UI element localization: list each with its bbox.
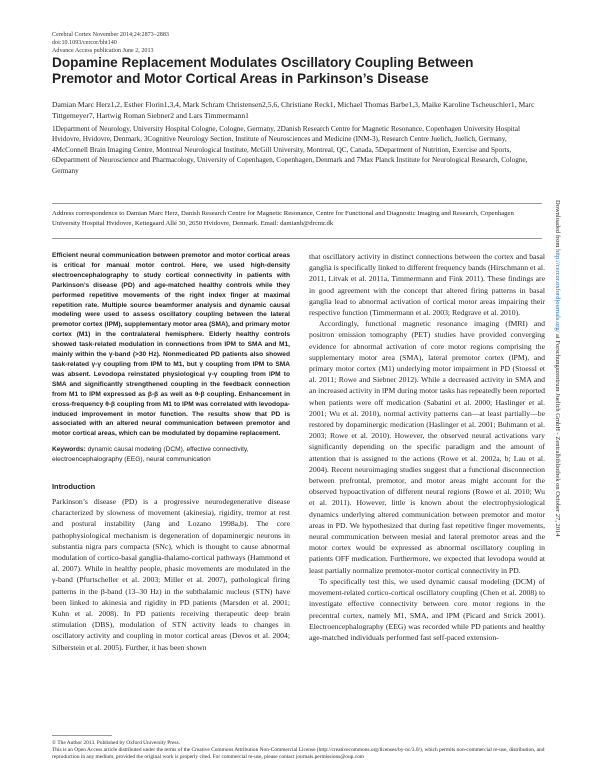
side-note-link[interactable]: http://cercor.oxfordjournals.org/ — [554, 249, 561, 333]
keywords-list: dynamic causal modeling (DCM), effective connectivity, electroencephalography (EEG), neural communication — [52, 446, 249, 464]
journal-doi[interactable]: doi:10.1093/cercor/bht140 — [52, 40, 117, 46]
journal-citation: Cerebral Cortex November 2014;24:2873–2883 — [52, 32, 169, 38]
footer-license: This is an Open Access article distributed under the terms of the Creative Commons Attribution Non-Commercial License (http://creativecommons.org/licenses/by-nc/3.0/), which permits non-commercial re-use, distribution, and reproduction in any medium, provided the original work is properly cited. For commercial re-use, please contact journals.permissions@oup.com — [52, 747, 545, 761]
right-paragraph-1: that oscillatory activity in distinct connections between the cortex and basal ganglia is specifically linked to different frequency bands (Hirschmann et al. 2011, Litvak et al. 2011a, Timmermann and Fink 2011). These findings are in good agreement with the concept that altered firing patterns in basal ganglia lead to abnormal activation of cortical motor areas impairing their respective function (Timmermann et al. 2003; Redgrave et al. 2010). — [309, 252, 545, 318]
advance-access-date: Advance Access publication June 2, 2013 — [52, 48, 154, 54]
footer — [52, 740, 546, 762]
divider-top — [52, 203, 542, 204]
journal-meta — [52, 31, 169, 55]
right-paragraph-2: Accordingly, functional magnetic resonance imaging (fMRI) and positron emission tomography (PET) studies have provided converging evidence for abnormal activation of core motor regions comprising the supplementary motor area (SMA), lateral premotor cortex (lPM), and primary motor cortex (M1) underlying motor impairment in PD (Stoessl et al. 2011; Rowe and Siebner 2012). While a decreased activity in SMA and an increased activity in lPM during motor tasks has repeatedly been reported when patients were off medication (Sabatini et al. 2000; Haslinger et al. 2001; Wu et al. 2010), normal activity patterns can—at least partially—be restored by dopaminergic medication (Haslinger et al. 2001; Buhmann et al. 2003; Rowe et al. 2010). However, the observed neural activations vary significantly depending on the specific paradigm and the amount of attention that is assigned to the actions (Rowe et al. 2002a, b; Lau et al. 2004). Recent neuroimaging studies suggest that a functional disconnection between prefrontal, premotor, and motor areas might account for the observed hypoactivation of different neural regions (Rowe et al. 2010; Wu et al. 2011). However, little is known about the electrophysiological dynamics underlying altered communication between premotor and motor areas in PD. We hypothesized that during fast repetitive finger movements, neural communication between mesial and lateral premotor areas and the motor cortex would be expressed as abnormal oscillatory coupling in patients OFF medication. Furthermore, we expected that levodopa would at least partially normalize premotor-motor cortical connectivity in PD. — [309, 319, 545, 575]
right-paragraph-3: To specifically test this, we used dynamic causal modeling (DCM) of movement-related cortico-cortical oscillatory coupling (Chen et al. 2008) to investigate effective connectivity between core motor regions in the precentral cortex, namely M1, SMA, and lPM (Picard and Strick 2001). Electroencephalography (EEG) was recorded while PD patients and healthy age-matched individuals performed fast self-paced extension- — [309, 576, 545, 642]
intro-paragraph-1: Parkinson’s disease (PD) is a progressive neurodegenerative disease characterized by slowness of movement (akinesia), rigidity, tremor at rest and postural instability (Jang and Lozano 1998a,b). The core pathophysiological mechanism is degeneration of dopaminergic neurons in substantia nigra pars compacta (SNc), which is thought to cause abnormal modulation of cortico-basal ganglia-thalamo-cortical pathways (Hammond et al. 2007). While in healthy people, phasic movements are modulated in the γ-band (Pfurtscheller et al. 2003; Miller et al. 2007), pathological firing patterns in the β-band (13–30 Hz) in the subthalamic nucleus (STN) have been linked to akinesia and rigidity in PD patients (Marsden et al. 2001; Kuhn et al. 2008). In PD patients receiving therapeutic deep brain stimulation (DBS), modulation of STN activity leads to changes in oscillatory activity and coupling in motor cortical areas (Devos et al. 2004; Silberstein et al. 2005). Further, it has been shown — [52, 497, 290, 652]
author-list: Damian Marc Herz1,2, Esther Florin1,3,4, Mark Schram Christensen2,5,6, Christiane Reck1, Michael Thomas Barbe1,3, Maike Karoline Tscheuschler1, Marc Tittgemeyer7, Hartwig Roman Siebner2 and Lars Timmermann1 — [52, 100, 535, 120]
article-title: Dopamine Replacement Modulates Oscillatory Coupling Between Premotor and Motor Cortical Areas in Parkinson’s Disease — [52, 55, 474, 86]
abstract: Efficient neural communication between premotor and motor cortical areas is critical for manual motor control. Here, we used high-density electroencephalography to study cortical connectivity in patients with Parkinson’s disease (PD) and age-matched healthy controls while they performed repetitive movements of the right index finger at maximal repetition rate. Multiple source beamformer analysis and dynamic causal modeling were used to assess oscillatory coupling between the lateral premotor cortex (lPM), supplementary motor area (SMA), and primary motor cortex (M1) in the contralateral hemisphere. Elderly healthy controls showed task-related modulation in connections from lPM to SMA and M1, mainly within the γ-band (>30 Hz). Nonmedicated PD patients also showed task-related γ-γ coupling from lPM to M1, but γ coupling from lPM to SMA was absent. Levodopa reinstated physiological γ-γ coupling from lPM to SMA and significantly strengthened coupling in the feedback connection from M1 to lPM expressed as β-β as well as θ-β coupling. Enhancement in cross-frequency θ-β coupling from M1 to lPM was correlated with levodopa-induced improvement in motor function. The results show that PD is associated with an altered neural communication between premotor and motor cortical areas, which can be modulated by dopamine replacement. — [52, 252, 290, 438]
side-note-suffix: at Forschungszentrum Juelich GmbH - Zentralbibliothek on October 27, 2014 — [554, 332, 561, 537]
keywords — [52, 445, 290, 465]
right-column — [309, 251, 545, 643]
correspondence: Address correspondence to Damian Marc Herz, Danish Research Centre for Magnetic Resonance, Centre for Functional and Diagnostic Imaging and Research, Copenhagen University Hospital Hvidovre, Kettegaard Allé 30, 2650 Hvidovre, Denmark. Email: damianh@drcmr.dk — [52, 210, 514, 227]
footer-rule — [52, 735, 112, 736]
divider-bottom — [52, 238, 542, 239]
footer-copyright: © The Author 2013. Published by Oxford University Press. — [52, 740, 180, 746]
left-column — [52, 251, 290, 653]
download-side-note — [554, 200, 561, 580]
affiliations: 1Department of Neurology, University Hospital Cologne, Cologne, Germany, 2Danish Research Centre for Magnetic Resonance, Copenhagen University Hospital Hvidovre, Hvidovre, Denmark, 3Cognitive Neurology Section, Institute of Neurosciences and Medicine (INM-3), Research Centre Juelich, Juelich, Germany, 4McConnell Brain Imaging Centre, Montreal Neurological Institute, McGill University, Montreal, QC, Canada, 5Department of Nutrition, Exercise and Sports, 6Department of Neuroscience and Pharmacology, University of Copenhagen, Copenhagen, Denmark and 7Max Planck Institute for Neurological Research, Cologne, Germany — [52, 125, 528, 175]
side-note-prefix: Downloaded from — [554, 200, 561, 250]
section-heading-introduction: Introduction — [52, 482, 96, 492]
keywords-label: Keywords: — [52, 446, 86, 454]
